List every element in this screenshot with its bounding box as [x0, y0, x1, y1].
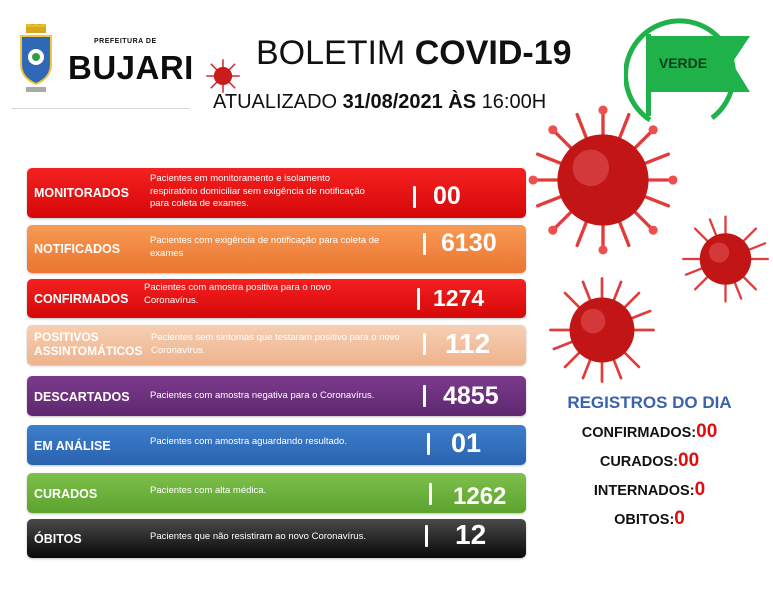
row-value: 1262 [453, 483, 507, 510]
row-label: CURADOS [34, 487, 98, 501]
title-bold: COVID-19 [414, 34, 572, 72]
row-divider [413, 186, 416, 208]
row-value: 12 [455, 519, 487, 550]
row-value: 4855 [443, 382, 499, 410]
row-positivos-assintomaticos [27, 325, 526, 365]
row-notificados [27, 225, 526, 273]
city-crest-icon [18, 24, 54, 98]
row-label: CONFIRMADOS [34, 292, 129, 306]
row-description: Pacientes que não resistiram ao novo Coronavírus. [150, 531, 366, 542]
daily-value: 00 [678, 450, 700, 471]
row-em-analise [27, 425, 526, 465]
daily-label: CURADOS: [599, 454, 678, 470]
virus-icon-right [678, 213, 773, 305]
row-obitos [27, 519, 526, 558]
virus-icon-small [203, 57, 243, 95]
row-value: 1274 [433, 285, 485, 311]
daily-internados [548, 479, 751, 501]
row-value: 112 [445, 328, 491, 359]
row-label: DESCARTADOS [34, 390, 130, 404]
row-divider [423, 385, 426, 407]
daily-label: INTERNADOS: [593, 483, 695, 499]
daily-records-title: REGISTROS DO DIA [567, 393, 732, 412]
row-description: Pacientes com exigência de notificação para coleta de exames [150, 235, 380, 259]
update-timestamp [213, 91, 546, 114]
row-description: Pacientes em monitoramento e isolamento respiratório domiciliar sem exigência de notificação para coleta de exames. [150, 173, 365, 209]
row-curados [27, 473, 526, 513]
page-title [256, 34, 572, 73]
row-divider [429, 483, 432, 505]
virus-icon-middle [544, 274, 660, 386]
row-description: Pacientes com amostra positiva para o novo Coronavírus. [144, 282, 331, 306]
row-divider [423, 333, 426, 355]
row-label: NOTIFICADOS [34, 242, 121, 256]
row-description: Pacientes com amostra aguardando resultado. [150, 436, 347, 447]
row-description: Pacientes com alta médica. [150, 485, 267, 496]
bujari-logo [12, 22, 194, 109]
title-light: BOLETIM [256, 34, 415, 72]
daily-value: 00 [696, 421, 718, 442]
row-description: Pacientes com amostra negativa para o Coronavírus. [150, 390, 375, 401]
row-divider [427, 433, 430, 455]
row-divider [425, 525, 428, 547]
updated-prefix: ATUALIZADO [213, 91, 343, 113]
row-divider [417, 288, 420, 310]
row-descartados [27, 376, 526, 416]
row-label: ÓBITOS [34, 532, 82, 546]
row-label: EM ANÁLISE [34, 439, 111, 453]
daily-confirmados [548, 421, 751, 443]
row-description: Pacientes sem sintomas que testaram positivo para o novo Coronavírus. [151, 332, 400, 356]
updated-date: 31/08/2021 ÀS [342, 91, 477, 113]
row-value: 00 [433, 182, 461, 210]
row-confirmados [27, 279, 526, 318]
virus-icon-large [522, 104, 684, 256]
row-value: 6130 [441, 229, 497, 257]
row-label: POSITIVOS ASSINTOMÁTICOS [34, 330, 143, 358]
row-monitorados [27, 168, 526, 218]
row-label: MONITORADOS [34, 186, 129, 200]
daily-label: CONFIRMADOS: [581, 425, 697, 441]
daily-obitos [548, 508, 751, 530]
daily-value: 0 [694, 479, 706, 500]
row-divider [423, 233, 426, 255]
flag-label: VERDE [658, 55, 708, 71]
daily-label: OBITOS: [614, 512, 675, 528]
updated-time: 16:00H [476, 91, 547, 113]
row-value: 01 [451, 428, 482, 458]
logo-prefeitura-text: PREFEITURA DE [94, 38, 157, 45]
daily-curados [548, 450, 751, 472]
logo-city-name: BUJARI [68, 49, 194, 86]
daily-value: 0 [674, 508, 685, 529]
